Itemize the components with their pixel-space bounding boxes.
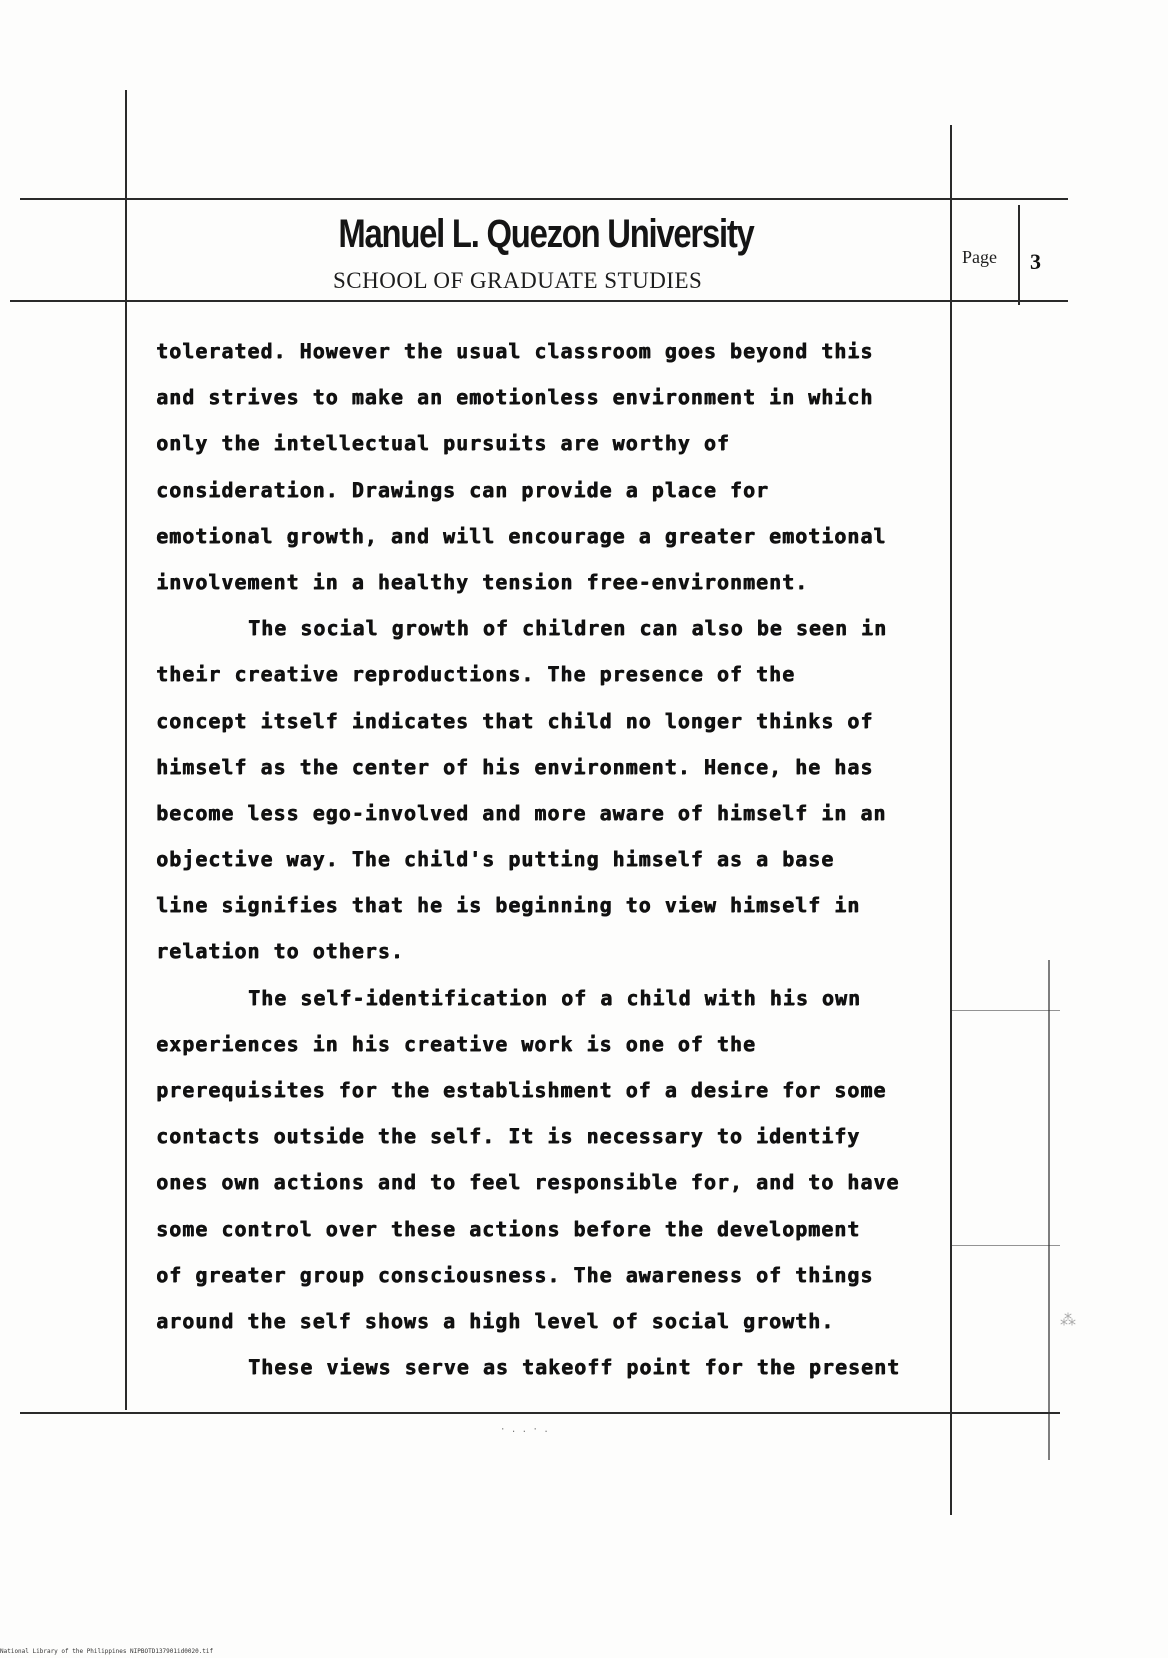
university-name: Manuel L. Quezon University <box>338 212 754 256</box>
header-bottom-rule <box>10 300 1068 302</box>
right-column-rule-2 <box>950 1245 1060 1246</box>
scan-speck: ⁂ <box>1060 1310 1076 1329</box>
scan-footer-note: National Library of the Philippines NIPBOTD137901id0020.tif <box>0 1648 214 1655</box>
text-line: The self-identification of a child with his own <box>248 985 861 1010</box>
text-line: ones own actions and to feel responsible for, and to have <box>156 1170 900 1195</box>
text-line: The social growth of children can also be seen in <box>248 616 888 641</box>
text-line: become less ego-involved and more aware of himself in an <box>156 800 887 825</box>
text-line: consideration. Drawings can provide a place for <box>156 477 769 502</box>
text-line: relation to others. <box>156 939 404 964</box>
text-line: tolerated. However the usual classroom goes beyond this <box>156 339 874 363</box>
page-label: Page <box>962 247 997 267</box>
school-name: SCHOOL OF GRADUATE STUDIES <box>333 268 703 293</box>
text-line: around the self shows a high level of social growth. <box>156 1308 835 1333</box>
left-margin-rule <box>125 90 127 1410</box>
text-line: involvement in a healthy tension free-environment. <box>156 569 809 594</box>
text-line: line signifies that he is beginning to view himself in <box>156 893 861 918</box>
page-box-rule <box>1018 205 1020 305</box>
text-line: himself as the center of his environment. Hence, he has <box>156 754 874 779</box>
text-line: experiences in his creative work is one of the <box>156 1031 756 1056</box>
right-edge-rule <box>1048 960 1050 1460</box>
text-line: contacts outside the self. It is necessary to identify <box>156 1124 861 1149</box>
text-line: objective way. The child's putting himself as a base <box>156 847 835 872</box>
text-line: their creative reproductions. The presence of the <box>156 662 796 687</box>
text-line: only the intellectual pursuits are worthy of <box>156 431 730 456</box>
text-line: of greater group consciousness. The awareness of things <box>156 1262 874 1287</box>
page-number: 3 <box>1030 249 1041 274</box>
right-margin-rule <box>950 125 952 1515</box>
footer-rule <box>20 1412 1060 1414</box>
header-top-rule <box>20 198 1068 200</box>
text-line: and strives to make an emotionless environment in which <box>156 385 874 410</box>
text-line: These views serve as takeoff point for the present <box>248 1355 901 1380</box>
text-line: some control over these actions before the development <box>156 1216 861 1241</box>
right-column-rule-1 <box>950 1010 1060 1011</box>
text-line: emotional growth, and will encourage a greater emotional <box>156 523 887 548</box>
text-line: concept itself indicates that child no longer thinks of <box>156 708 874 733</box>
scan-speck: · . . · . <box>500 1425 549 1435</box>
body-text <box>156 328 936 1390</box>
text-line: prerequisites for the establishment of a desire for some <box>156 1078 887 1102</box>
